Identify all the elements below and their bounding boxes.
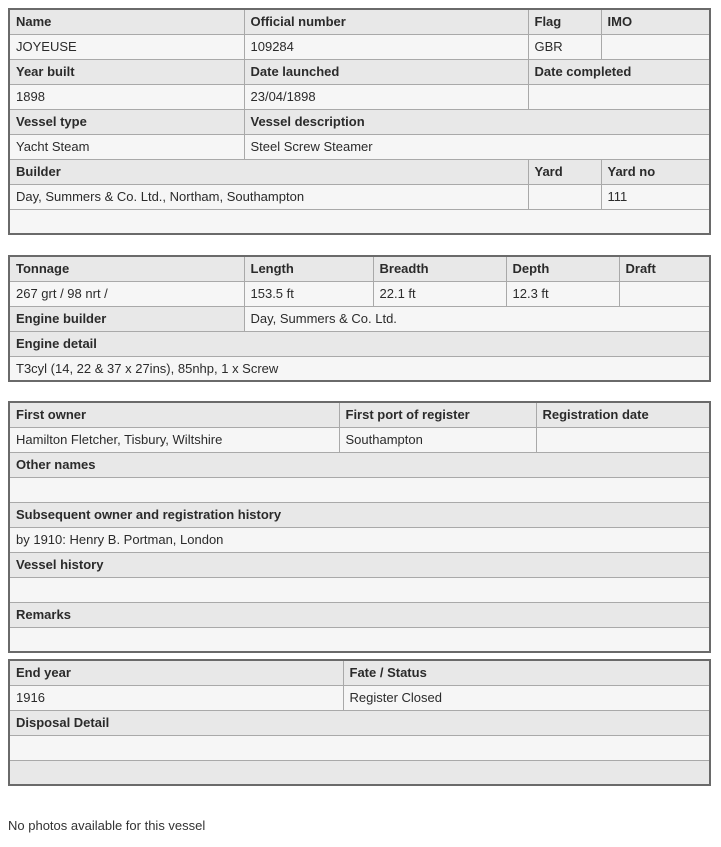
draft-value — [619, 281, 710, 306]
vessel-type-value: Yacht Steam — [9, 134, 244, 159]
name-label: Name — [9, 9, 244, 34]
fate-status-label: Fate / Status — [343, 660, 710, 685]
breadth-value: 22.1 ft — [373, 281, 506, 306]
first-port-label: First port of register — [339, 402, 536, 427]
name-value: JOYEUSE — [9, 34, 244, 59]
table-row — [9, 306, 710, 331]
vessel-description-value: Steel Screw Steamer — [244, 134, 710, 159]
table-row — [9, 184, 710, 209]
builder-value: Day, Summers & Co. Ltd., Northam, Southampton — [9, 184, 528, 209]
registration-date-value — [536, 427, 710, 452]
first-port-value: Southampton — [339, 427, 536, 452]
vessel-history-label: Vessel history — [9, 552, 710, 577]
registration-date-label: Registration date — [536, 402, 710, 427]
table-row — [9, 477, 710, 502]
table-row — [9, 59, 710, 84]
dimensions-table — [8, 255, 711, 382]
subsequent-history-value: by 1910: Henry B. Portman, London — [9, 527, 710, 552]
table-row — [9, 602, 710, 627]
fate-status-value: Register Closed — [343, 685, 710, 710]
no-photos-note: No photos available for this vessel — [8, 818, 206, 833]
table-row — [9, 34, 710, 59]
subsequent-history-label: Subsequent owner and registration history — [9, 502, 710, 527]
builder-label: Builder — [9, 159, 528, 184]
table-row — [9, 84, 710, 109]
fate-table — [8, 659, 711, 786]
table-row — [9, 452, 710, 477]
first-owner-label: First owner — [9, 402, 339, 427]
date-launched-value: 23/04/1898 — [244, 84, 528, 109]
table-row — [9, 134, 710, 159]
yard-value — [528, 184, 601, 209]
yard-no-label: Yard no — [601, 159, 710, 184]
empty-header-row — [9, 760, 710, 785]
first-owner-value: Hamilton Fletcher, Tisbury, Wiltshire — [9, 427, 339, 452]
depth-value: 12.3 ft — [506, 281, 619, 306]
table-row — [9, 502, 710, 527]
vessel-description-label: Vessel description — [244, 109, 710, 134]
length-value: 153.5 ft — [244, 281, 373, 306]
disposal-detail-value — [9, 735, 710, 760]
remarks-label: Remarks — [9, 602, 710, 627]
end-year-value: 1916 — [9, 685, 343, 710]
table-row — [9, 402, 710, 427]
table-row — [9, 627, 710, 652]
remarks-value — [9, 627, 710, 652]
vessel-type-label: Vessel type — [9, 109, 244, 134]
other-names-value — [9, 477, 710, 502]
official-number-label: Official number — [244, 9, 528, 34]
end-year-label: End year — [9, 660, 343, 685]
table-row — [9, 527, 710, 552]
flag-value: GBR — [528, 34, 601, 59]
table-row — [9, 577, 710, 602]
table-row — [9, 735, 710, 760]
identity-table — [8, 8, 711, 235]
table-row — [9, 209, 710, 234]
tonnage-label: Tonnage — [9, 256, 244, 281]
length-label: Length — [244, 256, 373, 281]
disposal-detail-label: Disposal Detail — [9, 710, 710, 735]
table-row — [9, 427, 710, 452]
date-completed-value — [528, 84, 710, 109]
depth-label: Depth — [506, 256, 619, 281]
engine-builder-label: Engine builder — [9, 306, 244, 331]
date-launched-label: Date launched — [244, 59, 528, 84]
table-row — [9, 760, 710, 785]
year-built-label: Year built — [9, 59, 244, 84]
table-row — [9, 356, 710, 381]
table-row — [9, 281, 710, 306]
other-names-label: Other names — [9, 452, 710, 477]
engine-detail-label: Engine detail — [9, 331, 710, 356]
yard-label: Yard — [528, 159, 601, 184]
table-row — [9, 660, 710, 685]
vessel-history-value — [9, 577, 710, 602]
imo-label: IMO — [601, 9, 710, 34]
table-row — [9, 331, 710, 356]
engine-builder-value: Day, Summers & Co. Ltd. — [244, 306, 710, 331]
empty-spacer-row — [9, 209, 710, 234]
breadth-label: Breadth — [373, 256, 506, 281]
table-row — [9, 710, 710, 735]
engine-detail-value: T3cyl (14, 22 & 37 x 27ins), 85nhp, 1 x Screw — [9, 356, 710, 381]
official-number-value: 109284 — [244, 34, 528, 59]
ownership-table — [8, 401, 711, 653]
imo-value — [601, 34, 710, 59]
flag-label: Flag — [528, 9, 601, 34]
table-row — [9, 685, 710, 710]
table-row — [9, 9, 710, 34]
table-row — [9, 256, 710, 281]
date-completed-label: Date completed — [528, 59, 710, 84]
tonnage-value: 267 grt / 98 nrt / — [9, 281, 244, 306]
year-built-value: 1898 — [9, 84, 244, 109]
draft-label: Draft — [619, 256, 710, 281]
table-row — [9, 552, 710, 577]
table-row — [9, 159, 710, 184]
table-row — [9, 109, 710, 134]
yard-no-value: 111 — [601, 184, 710, 209]
